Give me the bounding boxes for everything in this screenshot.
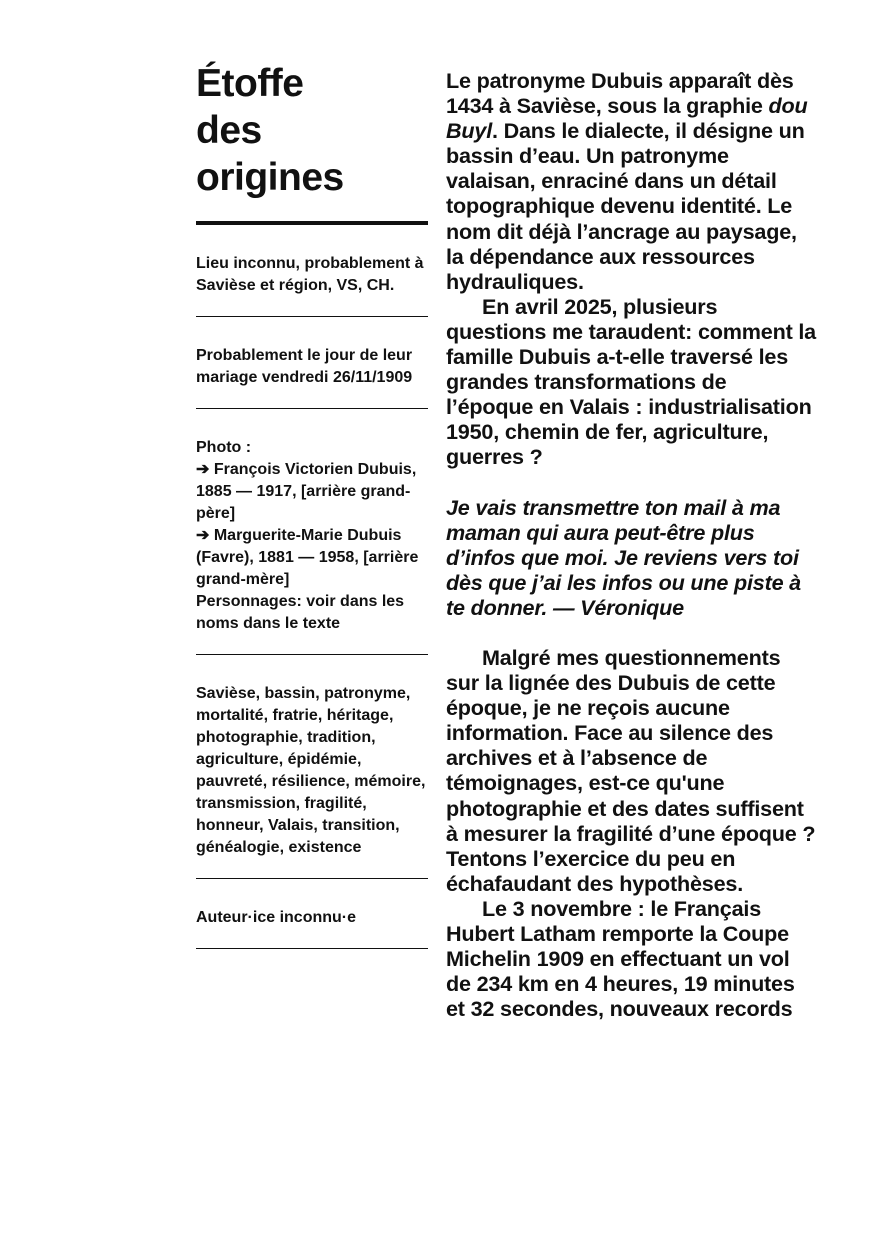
meta-photo	[196, 409, 428, 635]
author-text: Auteur·ice inconnu·e	[196, 909, 357, 926]
location-text: Lieu inconnu, probablement à Savièse et région, VS, CH.	[196, 255, 424, 294]
meta-date	[196, 317, 428, 389]
photo-label: Photo :	[196, 439, 252, 456]
quote: Je vais transmettre ton mail à ma maman qui aura peut-être plus d’infos que moi. Je reviens vers toi dès que j’ai les infos ou une piste à te donner. — Véronique	[446, 494, 801, 620]
paragraph-1-start: Le patronyme Dubuis apparaît dès 1434 à Savièse, sous la graphie	[446, 68, 794, 119]
main-text	[446, 68, 818, 1021]
paragraph-1	[446, 68, 818, 294]
photo-person-2: ➔ Marguerite-Marie Dubuis (Favre), 1881 — 1958, [arrière grand-mère]	[196, 527, 419, 588]
paragraph-1-end: . Dans le dialecte, il désigne un bassin d’eau. Un patronyme valaisan, enraciné dans un détail topographique devenu identité. Le nom dit déjà l’ancrage au paysage, la dépendance aux ressources hydrauliques.	[446, 118, 805, 294]
paragraph-3: Malgré mes questionnements sur la lignée des Dubuis de cette époque, je ne reçois aucune information. Face au silence des archives et à l’absence de témoignages, est-ce qu'une photographie et des dates suffisent à mesurer la fragilité d’une époque ? Tentons l’exercice du peu en échafaudant des hypothèses.	[446, 644, 816, 896]
meta-location	[196, 225, 428, 297]
keywords-text: Savièse, bassin, patronyme, mortalité, fratrie, héritage, photographie, tradition, agriculture, épidémie, pauvreté, résilience, mémoire, transmission, fragilité, honneur, Valais, transition, généalogie, existence	[196, 685, 426, 856]
divider	[196, 948, 428, 949]
page-title	[196, 60, 428, 201]
paragraph-1-emphasis: dou Buyl	[446, 93, 808, 144]
title-line-3: origines	[196, 156, 344, 199]
date-text: Probablement le jour de leur mariage vendredi 26/11/1909	[196, 347, 413, 386]
paragraph-2: En avril 2025, plusieurs questions me taraudent: comment la famille Dubuis a-t-elle traversé les grandes transformations de l’époque en Valais : industrialisation 1950, chemin de fer, agriculture, guerres ?	[446, 293, 816, 470]
photo-person-1: ➔ François Victorien Dubuis, 1885 — 1917, [arrière grand-père]	[196, 461, 417, 522]
meta-author	[196, 879, 428, 929]
photo-characters: Personnages: voir dans les noms dans le texte	[196, 593, 405, 632]
paragraph-4: Le 3 novembre : le Français Hubert Latham remporte la Coupe Michelin 1909 en effectuant un vol de 234 km en 4 heures, 19 minutes et 32 secondes, nouveaux records	[446, 895, 795, 1022]
sidebar	[196, 60, 428, 949]
title-line-1: Étoffe	[196, 62, 304, 105]
meta-keywords	[196, 655, 428, 859]
title-line-2: des	[196, 109, 262, 152]
